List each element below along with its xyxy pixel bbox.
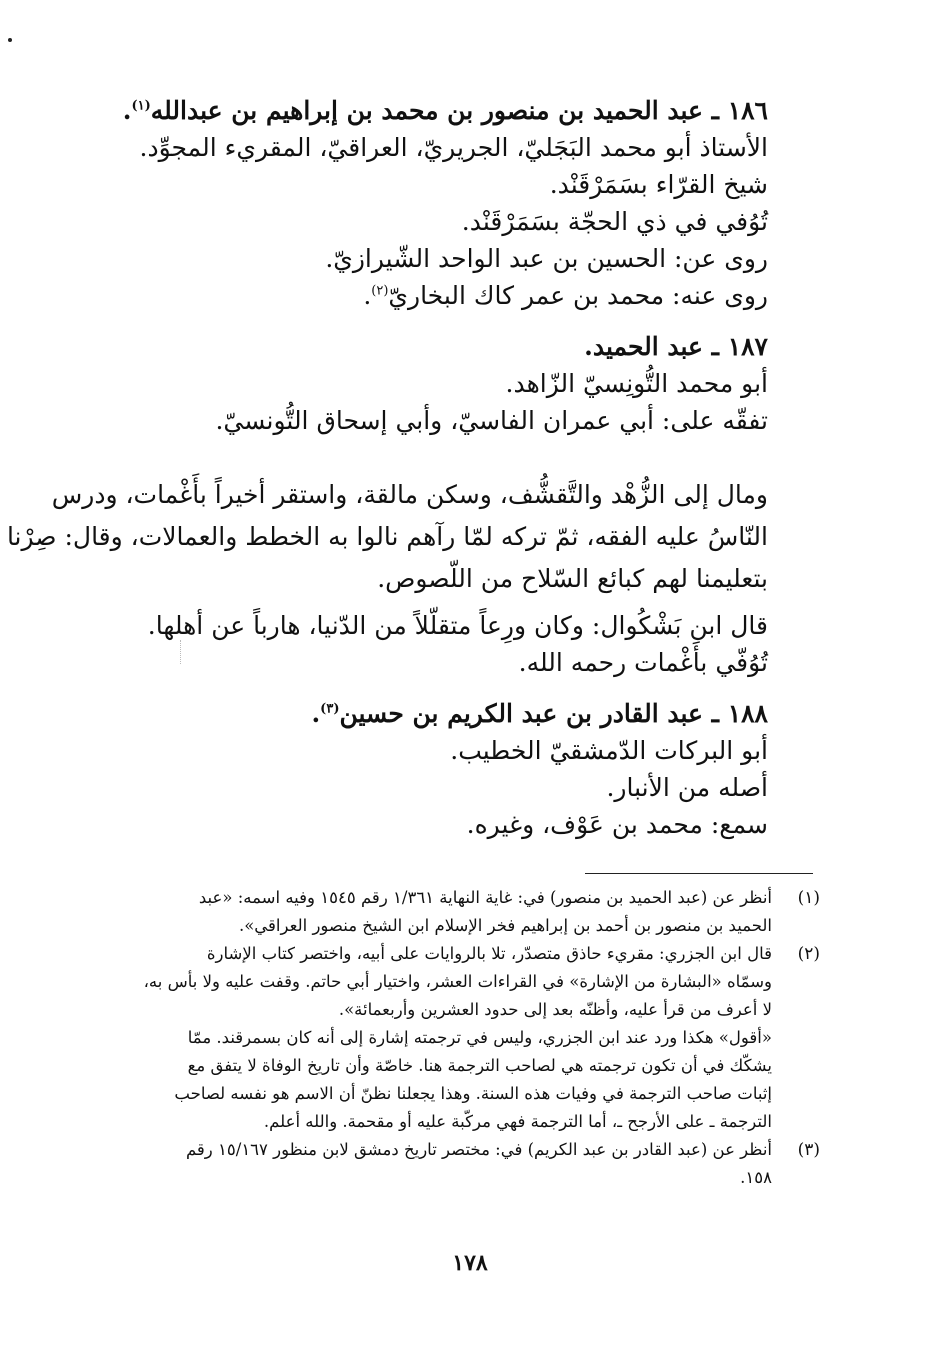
footnote-ref-2[interactable]: (٢)	[371, 283, 389, 299]
footnote-line: أنظر عن (عبد القادر بن عبد الكريم) في: مختصر تاريخ دمشق لابن منظور ١٥/١٦٧ رقم	[185, 1140, 772, 1159]
footnote-line: «أقول» هكذا ورد عند ابن الجزري، وليس في ترجمته إشارة إلى أنه كان بسمرقند. ممّا	[187, 1028, 772, 1047]
main-text-continued	[100, 607, 768, 843]
footnote-line: أنظر عن (عبد الحميد بن منصور) في: غاية النهاية ١/٣٦١ رقم ١٥٤٥ وفيه اسمه: «عبد	[198, 888, 772, 907]
footnote-line: ١٥٨.	[740, 1168, 772, 1187]
paragraph-line: النّاسُ عليه الفقه، ثمّ تركه لمّا رآهم نالوا به الخطط والعمالات، وقال: صِرْنا	[6, 522, 768, 551]
entry-187-line: أبو محمد التُّونِسيّ الزّاهد.	[505, 369, 768, 398]
entry-186-line: تُوُفي في ذي الحجّة بسَمَرْقَنْد.	[461, 207, 768, 236]
footnotes	[100, 884, 820, 1192]
entry-187-paragraph	[6, 474, 768, 600]
entry-187-after: تُوُفّي بأَغْمات رحمه الله.	[518, 648, 768, 677]
footnote-number: (١)	[797, 888, 820, 908]
stray-mark	[8, 38, 12, 42]
paragraph-line: بتعليمنا لهم كبائع السّلاح من اللّصوص.	[377, 564, 768, 593]
footnote-line: لا أعرف من قرأ عليه، وأظنّه بعد إلى حدود العشرين وأربعمائة».	[338, 1000, 772, 1019]
footnote-1	[100, 884, 820, 940]
paragraph-line: ومال إلى الزُّهْد والتَّقشُّف، وسكن مالقة، واستقر أخيراً بأَغْمات، ودرس	[51, 480, 768, 509]
entry-186-last-line: روى عنه: محمد بن عمر كاك البخاريّ$^{(٢)}$.	[363, 281, 768, 310]
footnote-separator	[585, 873, 813, 874]
entry-187-title: ١٨٧ ـ عبد الحميد.	[584, 332, 768, 361]
footnote-line: الترجمة ـ على الأرجح ـ، أما الترجمة فهي مركّبة عليه أو مقحمة. والله أعلم.	[263, 1112, 772, 1131]
scan-artifact	[180, 640, 182, 664]
footnote-3	[100, 1136, 820, 1192]
entry-186-last-line-text: روى عنه: محمد بن عمر كاك البخاريّ	[388, 281, 768, 310]
footnote-line: إثبات صاحب الترجمة في وفيات هذه السنة. وهذا يجعلنا نظنّ أن الاسم هو نفسه لصاحب	[174, 1084, 772, 1103]
entry-186-title-text: ١٨٦ ـ عبد الحميد بن منصور بن محمد بن إبراهيم بن عبدالله	[150, 96, 768, 125]
entry-188-title-text: ١٨٨ ـ عبد القادر بن عبد الكريم بن حسين	[339, 699, 768, 728]
entry-188-line: سمع: محمد بن عَوْف، وغيره.	[466, 810, 768, 839]
footnote-number: (٣)	[797, 1140, 820, 1160]
footnote-ref-3[interactable]: (٣)	[320, 701, 340, 717]
entry-188-line: أصله من الأنبار.	[606, 773, 768, 802]
entry-188-title: ١٨٨ ـ عبد القادر بن عبد الكريم بن حسين$^{(٣)}$.	[311, 699, 768, 728]
entry-188-line: أبو البركات الدّمشقيّ الخطيب.	[450, 736, 768, 765]
footnote-ref-1[interactable]: (١)	[131, 98, 151, 114]
footnote-line: الحميد بن منصور بن أحمد بن إبراهيم فخر الإسلام ابن الشيخ منصور العراقي».	[238, 916, 772, 935]
entry-187-line: تفقّه على: أبي عمران الفاسيّ، وأبي إسحاق التُّونسيّ.	[215, 406, 768, 435]
footnote-number: (٢)	[797, 944, 820, 964]
footnote-line: يشكّك في أن تكون ترجمته هي لصاحب الترجمة هنا. خاصّة وأن تاريخ الوفاة لا يتفق مع	[187, 1056, 772, 1075]
footnote-line: قال ابن الجزري: مقريء حاذق متصدّر، تلا بالروايات على أبيه، واختصر كتاب الإشارة	[206, 944, 772, 963]
entry-186-title: ١٨٦ ـ عبد الحميد بن منصور بن محمد بن إبراهيم بن عبدالله$^{(١)}$.	[122, 96, 768, 125]
entry-186-line: شيخ القرّاء بسَمَرْقَنْد.	[549, 170, 768, 199]
entry-186-line: الأستاذ أبو محمد البَجَليّ، الجريريّ، العراقيّ، المقريء المجوِّد.	[139, 133, 768, 162]
entry-186-line: روى عن: الحسين بن عبد الواحد الشّيرازيّ.	[325, 244, 768, 273]
main-text	[100, 92, 768, 439]
entry-187-after: قال ابن بَشْكُوال: وكان ورِعاً متقلّلاً من الدّنيا، هارباً عن أهلها.	[147, 611, 768, 640]
footnote-2	[100, 940, 820, 1136]
footnote-line: وسمّاه «البشارة من الإشارة» في القراءات العشر، واختيار أبي حاتم. وقفت عليه ولا بأس به،	[143, 972, 772, 991]
page-number: ١٧٨	[452, 1250, 488, 1276]
